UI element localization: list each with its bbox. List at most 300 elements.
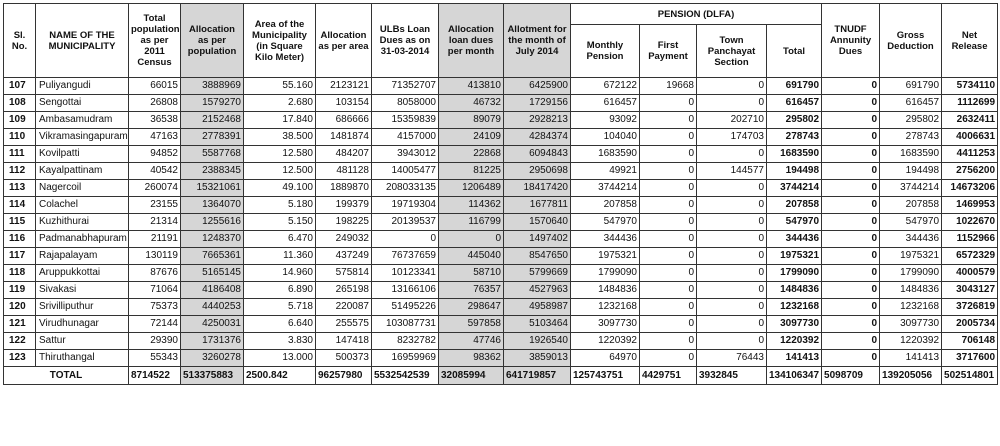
tnudf-cell: 0 bbox=[822, 282, 880, 299]
net-release-cell: 1152966 bbox=[942, 231, 998, 248]
municipality-name-cell: Thiruthangal bbox=[36, 350, 129, 367]
allocation-area-cell: 220087 bbox=[316, 299, 372, 316]
total-town-panchayat: 3932845 bbox=[697, 367, 767, 385]
allocation-area-cell: 255575 bbox=[316, 316, 372, 333]
loan-dues-month-cell: 47746 bbox=[439, 333, 504, 350]
town-panchayat-cell: 0 bbox=[697, 265, 767, 282]
area-cell: 6.470 bbox=[244, 231, 316, 248]
monthly-pension-cell: 1484836 bbox=[571, 282, 640, 299]
area-cell: 13.000 bbox=[244, 350, 316, 367]
area-cell: 6.890 bbox=[244, 282, 316, 299]
monthly-pension-cell: 3744214 bbox=[571, 180, 640, 197]
population-cell: 72144 bbox=[129, 316, 181, 333]
town-panchayat-cell: 0 bbox=[697, 78, 767, 95]
loan-dues-month-cell: 24109 bbox=[439, 129, 504, 146]
area-cell: 55.160 bbox=[244, 78, 316, 95]
loan-dues-cell: 14005477 bbox=[372, 163, 439, 180]
area-cell: 11.360 bbox=[244, 248, 316, 265]
loan-dues-cell: 8232782 bbox=[372, 333, 439, 350]
first-payment-cell: 0 bbox=[640, 197, 697, 214]
net-release-cell: 706148 bbox=[942, 333, 998, 350]
gross-deduction-cell: 691790 bbox=[880, 78, 942, 95]
allocation-area-cell: 249032 bbox=[316, 231, 372, 248]
loan-dues-cell: 8058000 bbox=[372, 95, 439, 112]
allotment-july-cell: 2950698 bbox=[504, 163, 571, 180]
loan-dues-month-cell: 1206489 bbox=[439, 180, 504, 197]
area-cell: 3.830 bbox=[244, 333, 316, 350]
allocation-area-cell: 198225 bbox=[316, 214, 372, 231]
allotment-july-cell: 5103464 bbox=[504, 316, 571, 333]
header-sl-no: Sl. No. bbox=[4, 4, 36, 78]
sl-no-cell: 121 bbox=[4, 316, 36, 333]
loan-dues-cell: 208033135 bbox=[372, 180, 439, 197]
total-first-payment: 4429751 bbox=[640, 367, 697, 385]
table-row bbox=[4, 350, 998, 367]
first-payment-cell: 0 bbox=[640, 333, 697, 350]
pension-total-cell: 1683590 bbox=[767, 146, 822, 163]
allocation-population-cell: 1255616 bbox=[181, 214, 244, 231]
total-net-release: 502514801 bbox=[942, 367, 998, 385]
total-population: 8714522 bbox=[129, 367, 181, 385]
total-loan-dues-month: 32085994 bbox=[439, 367, 504, 385]
allocation-area-cell: 575814 bbox=[316, 265, 372, 282]
allocation-area-cell: 437249 bbox=[316, 248, 372, 265]
allocation-area-cell: 1889870 bbox=[316, 180, 372, 197]
allotment-july-cell: 18417420 bbox=[504, 180, 571, 197]
area-cell: 5.180 bbox=[244, 197, 316, 214]
total-tnudf: 5098709 bbox=[822, 367, 880, 385]
monthly-pension-cell: 207858 bbox=[571, 197, 640, 214]
population-cell: 23155 bbox=[129, 197, 181, 214]
header-municipality-name: NAME OF THE MUNICIPALITY bbox=[36, 4, 129, 78]
population-cell: 21191 bbox=[129, 231, 181, 248]
allotment-july-cell: 1729156 bbox=[504, 95, 571, 112]
gross-deduction-cell: 3097730 bbox=[880, 316, 942, 333]
loan-dues-cell: 76737659 bbox=[372, 248, 439, 265]
tnudf-cell: 0 bbox=[822, 112, 880, 129]
allocation-population-cell: 2388345 bbox=[181, 163, 244, 180]
loan-dues-cell: 13166106 bbox=[372, 282, 439, 299]
loan-dues-month-cell: 0 bbox=[439, 231, 504, 248]
first-payment-cell: 0 bbox=[640, 146, 697, 163]
pension-total-cell: 547970 bbox=[767, 214, 822, 231]
population-cell: 130119 bbox=[129, 248, 181, 265]
municipality-name-cell: Sivakasi bbox=[36, 282, 129, 299]
net-release-cell: 2005734 bbox=[942, 316, 998, 333]
area-cell: 38.500 bbox=[244, 129, 316, 146]
pension-total-cell: 616457 bbox=[767, 95, 822, 112]
sl-no-cell: 119 bbox=[4, 282, 36, 299]
loan-dues-cell: 16959969 bbox=[372, 350, 439, 367]
table-row bbox=[4, 248, 998, 265]
monthly-pension-cell: 1220392 bbox=[571, 333, 640, 350]
first-payment-cell: 0 bbox=[640, 129, 697, 146]
allotment-july-cell: 1926540 bbox=[504, 333, 571, 350]
first-payment-cell: 0 bbox=[640, 95, 697, 112]
header-monthly-pension: Monthly Pension bbox=[571, 25, 640, 78]
town-panchayat-cell: 202710 bbox=[697, 112, 767, 129]
table-row bbox=[4, 197, 998, 214]
population-cell: 47163 bbox=[129, 129, 181, 146]
tnudf-cell: 0 bbox=[822, 180, 880, 197]
header-gross-deduction: Gross Deduction bbox=[880, 4, 942, 78]
monthly-pension-cell: 64970 bbox=[571, 350, 640, 367]
sl-no-cell: 117 bbox=[4, 248, 36, 265]
monthly-pension-cell: 49921 bbox=[571, 163, 640, 180]
table-row bbox=[4, 282, 998, 299]
total-allotment-july: 641719857 bbox=[504, 367, 571, 385]
area-cell: 2.680 bbox=[244, 95, 316, 112]
gross-deduction-cell: 207858 bbox=[880, 197, 942, 214]
loan-dues-month-cell: 46732 bbox=[439, 95, 504, 112]
allocation-population-cell: 15321061 bbox=[181, 180, 244, 197]
municipality-name-cell: Colachel bbox=[36, 197, 129, 214]
allocation-area-cell: 481128 bbox=[316, 163, 372, 180]
allotment-july-cell: 3859013 bbox=[504, 350, 571, 367]
first-payment-cell: 0 bbox=[640, 180, 697, 197]
pension-total-cell: 344436 bbox=[767, 231, 822, 248]
municipality-name-cell: Ambasamudram bbox=[36, 112, 129, 129]
table-row bbox=[4, 180, 998, 197]
total-monthly-pension: 125743751 bbox=[571, 367, 640, 385]
loan-dues-month-cell: 114362 bbox=[439, 197, 504, 214]
first-payment-cell: 0 bbox=[640, 231, 697, 248]
total-allocation-area: 96257980 bbox=[316, 367, 372, 385]
loan-dues-month-cell: 413810 bbox=[439, 78, 504, 95]
table-row bbox=[4, 214, 998, 231]
loan-dues-month-cell: 98362 bbox=[439, 350, 504, 367]
allotment-july-cell: 6094843 bbox=[504, 146, 571, 163]
header-town-panchayat: Town Panchayat Section bbox=[697, 25, 767, 78]
sl-no-cell: 122 bbox=[4, 333, 36, 350]
municipality-name-cell: Kuzhithurai bbox=[36, 214, 129, 231]
municipality-name-cell: Rajapalayam bbox=[36, 248, 129, 265]
allocation-population-cell: 1579270 bbox=[181, 95, 244, 112]
population-cell: 55343 bbox=[129, 350, 181, 367]
monthly-pension-cell: 1683590 bbox=[571, 146, 640, 163]
loan-dues-cell: 15359839 bbox=[372, 112, 439, 129]
table-row bbox=[4, 129, 998, 146]
gross-deduction-cell: 1232168 bbox=[880, 299, 942, 316]
allotment-july-cell: 8547650 bbox=[504, 248, 571, 265]
population-cell: 21314 bbox=[129, 214, 181, 231]
allocation-population-cell: 3260278 bbox=[181, 350, 244, 367]
first-payment-cell: 0 bbox=[640, 316, 697, 333]
pension-total-cell: 1220392 bbox=[767, 333, 822, 350]
first-payment-cell: 0 bbox=[640, 248, 697, 265]
allocation-population-cell: 3888969 bbox=[181, 78, 244, 95]
header-net-release: Net Release bbox=[942, 4, 998, 78]
first-payment-cell: 0 bbox=[640, 265, 697, 282]
net-release-cell: 5734110 bbox=[942, 78, 998, 95]
town-panchayat-cell: 0 bbox=[697, 333, 767, 350]
town-panchayat-cell: 0 bbox=[697, 146, 767, 163]
area-cell: 5.150 bbox=[244, 214, 316, 231]
town-panchayat-cell: 76443 bbox=[697, 350, 767, 367]
loan-dues-month-cell: 298647 bbox=[439, 299, 504, 316]
allocation-population-cell: 4186408 bbox=[181, 282, 244, 299]
allocation-population-cell: 5587768 bbox=[181, 146, 244, 163]
monthly-pension-cell: 3097730 bbox=[571, 316, 640, 333]
gross-deduction-cell: 1799090 bbox=[880, 265, 942, 282]
table-row bbox=[4, 265, 998, 282]
municipality-name-cell: Kayalpattinam bbox=[36, 163, 129, 180]
sl-no-cell: 112 bbox=[4, 163, 36, 180]
net-release-cell: 1022670 bbox=[942, 214, 998, 231]
first-payment-cell: 0 bbox=[640, 350, 697, 367]
header-tnudf-dues: TNUDF Annunity Dues bbox=[822, 4, 880, 78]
total-gross-deduction: 139205056 bbox=[880, 367, 942, 385]
municipality-allocation-table bbox=[3, 3, 998, 385]
gross-deduction-cell: 1975321 bbox=[880, 248, 942, 265]
total-area: 2500.842 bbox=[244, 367, 316, 385]
town-panchayat-cell: 0 bbox=[697, 316, 767, 333]
allotment-july-cell: 1570640 bbox=[504, 214, 571, 231]
net-release-cell: 4006631 bbox=[942, 129, 998, 146]
allotment-july-cell: 1497402 bbox=[504, 231, 571, 248]
town-panchayat-cell: 0 bbox=[697, 214, 767, 231]
table-row bbox=[4, 163, 998, 180]
first-payment-cell: 0 bbox=[640, 163, 697, 180]
population-cell: 40542 bbox=[129, 163, 181, 180]
tnudf-cell: 0 bbox=[822, 350, 880, 367]
loan-dues-month-cell: 597858 bbox=[439, 316, 504, 333]
area-cell: 12.580 bbox=[244, 146, 316, 163]
sl-no-cell: 113 bbox=[4, 180, 36, 197]
town-panchayat-cell: 0 bbox=[697, 282, 767, 299]
net-release-cell: 3726819 bbox=[942, 299, 998, 316]
header-allocation-loan-dues: Allocation loan dues per month bbox=[439, 4, 504, 78]
sl-no-cell: 123 bbox=[4, 350, 36, 367]
allocation-population-cell: 4440253 bbox=[181, 299, 244, 316]
loan-dues-cell: 71352707 bbox=[372, 78, 439, 95]
allocation-population-cell: 1364070 bbox=[181, 197, 244, 214]
population-cell: 87676 bbox=[129, 265, 181, 282]
allotment-july-cell: 2928213 bbox=[504, 112, 571, 129]
loan-dues-month-cell: 58710 bbox=[439, 265, 504, 282]
pension-total-cell: 691790 bbox=[767, 78, 822, 95]
loan-dues-cell: 103087731 bbox=[372, 316, 439, 333]
tnudf-cell: 0 bbox=[822, 95, 880, 112]
first-payment-cell: 0 bbox=[640, 214, 697, 231]
population-cell: 26808 bbox=[129, 95, 181, 112]
gross-deduction-cell: 295802 bbox=[880, 112, 942, 129]
allocation-population-cell: 5165145 bbox=[181, 265, 244, 282]
loan-dues-month-cell: 445040 bbox=[439, 248, 504, 265]
gross-deduction-cell: 616457 bbox=[880, 95, 942, 112]
tnudf-cell: 0 bbox=[822, 129, 880, 146]
header-pension-group: PENSION (DLFA) bbox=[571, 4, 822, 25]
tnudf-cell: 0 bbox=[822, 333, 880, 350]
sl-no-cell: 108 bbox=[4, 95, 36, 112]
tnudf-cell: 0 bbox=[822, 163, 880, 180]
gross-deduction-cell: 547970 bbox=[880, 214, 942, 231]
population-cell: 29390 bbox=[129, 333, 181, 350]
table-footer bbox=[4, 367, 998, 385]
population-cell: 75373 bbox=[129, 299, 181, 316]
town-panchayat-cell: 144577 bbox=[697, 163, 767, 180]
gross-deduction-cell: 1484836 bbox=[880, 282, 942, 299]
town-panchayat-cell: 0 bbox=[697, 180, 767, 197]
area-cell: 17.840 bbox=[244, 112, 316, 129]
monthly-pension-cell: 1232168 bbox=[571, 299, 640, 316]
table-row bbox=[4, 316, 998, 333]
municipality-name-cell: Puliyangudi bbox=[36, 78, 129, 95]
header-allocation-population: Allocation as per population bbox=[181, 4, 244, 78]
allocation-area-cell: 199379 bbox=[316, 197, 372, 214]
sl-no-cell: 116 bbox=[4, 231, 36, 248]
municipality-name-cell: Nagercoil bbox=[36, 180, 129, 197]
tnudf-cell: 0 bbox=[822, 231, 880, 248]
loan-dues-cell: 51495226 bbox=[372, 299, 439, 316]
population-cell: 66015 bbox=[129, 78, 181, 95]
allocation-area-cell: 2123121 bbox=[316, 78, 372, 95]
town-panchayat-cell: 0 bbox=[697, 248, 767, 265]
table-row bbox=[4, 146, 998, 163]
tnudf-cell: 0 bbox=[822, 78, 880, 95]
pension-total-cell: 1484836 bbox=[767, 282, 822, 299]
town-panchayat-cell: 0 bbox=[697, 197, 767, 214]
header-allotment-july: Allotment for the month of July 2014 bbox=[504, 4, 571, 78]
allocation-population-cell: 1731376 bbox=[181, 333, 244, 350]
monthly-pension-cell: 104040 bbox=[571, 129, 640, 146]
net-release-cell: 14673206 bbox=[942, 180, 998, 197]
tnudf-cell: 0 bbox=[822, 316, 880, 333]
town-panchayat-cell: 0 bbox=[697, 299, 767, 316]
net-release-cell: 2756200 bbox=[942, 163, 998, 180]
pension-total-cell: 1799090 bbox=[767, 265, 822, 282]
area-cell: 49.100 bbox=[244, 180, 316, 197]
allotment-july-cell: 1677811 bbox=[504, 197, 571, 214]
monthly-pension-cell: 93092 bbox=[571, 112, 640, 129]
net-release-cell: 6572329 bbox=[942, 248, 998, 265]
total-allocation-population: 513375883 bbox=[181, 367, 244, 385]
table-row bbox=[4, 78, 998, 95]
tnudf-cell: 0 bbox=[822, 197, 880, 214]
net-release-cell: 2632411 bbox=[942, 112, 998, 129]
area-cell: 6.640 bbox=[244, 316, 316, 333]
loan-dues-cell: 4157000 bbox=[372, 129, 439, 146]
table-body bbox=[4, 78, 998, 367]
municipality-name-cell: Vikramasingapuram bbox=[36, 129, 129, 146]
loan-dues-cell: 19719304 bbox=[372, 197, 439, 214]
allocation-area-cell: 500373 bbox=[316, 350, 372, 367]
pension-total-cell: 141413 bbox=[767, 350, 822, 367]
allocation-population-cell: 7665361 bbox=[181, 248, 244, 265]
first-payment-cell: 0 bbox=[640, 282, 697, 299]
pension-total-cell: 278743 bbox=[767, 129, 822, 146]
total-row bbox=[4, 367, 998, 385]
allocation-population-cell: 1248370 bbox=[181, 231, 244, 248]
allocation-area-cell: 103154 bbox=[316, 95, 372, 112]
first-payment-cell: 0 bbox=[640, 112, 697, 129]
pension-total-cell: 1232168 bbox=[767, 299, 822, 316]
header-allocation-area: Allocation as per area bbox=[316, 4, 372, 78]
gross-deduction-cell: 1220392 bbox=[880, 333, 942, 350]
monthly-pension-cell: 672122 bbox=[571, 78, 640, 95]
municipality-name-cell: Aruppukkottai bbox=[36, 265, 129, 282]
allotment-july-cell: 4284374 bbox=[504, 129, 571, 146]
pension-total-cell: 194498 bbox=[767, 163, 822, 180]
loan-dues-cell: 20139537 bbox=[372, 214, 439, 231]
allotment-july-cell: 4958987 bbox=[504, 299, 571, 316]
allocation-area-cell: 686666 bbox=[316, 112, 372, 129]
gross-deduction-cell: 278743 bbox=[880, 129, 942, 146]
population-cell: 71064 bbox=[129, 282, 181, 299]
gross-deduction-cell: 1683590 bbox=[880, 146, 942, 163]
tnudf-cell: 0 bbox=[822, 146, 880, 163]
allotment-july-cell: 4527963 bbox=[504, 282, 571, 299]
table-row bbox=[4, 333, 998, 350]
table-row bbox=[4, 95, 998, 112]
header-first-payment: First Payment bbox=[640, 25, 697, 78]
allotment-july-cell: 5799669 bbox=[504, 265, 571, 282]
allocation-sheet bbox=[3, 3, 998, 385]
pension-total-cell: 3744214 bbox=[767, 180, 822, 197]
monthly-pension-cell: 616457 bbox=[571, 95, 640, 112]
table-row bbox=[4, 299, 998, 316]
loan-dues-month-cell: 81225 bbox=[439, 163, 504, 180]
net-release-cell: 3043127 bbox=[942, 282, 998, 299]
town-panchayat-cell: 0 bbox=[697, 95, 767, 112]
town-panchayat-cell: 0 bbox=[697, 231, 767, 248]
town-panchayat-cell: 174703 bbox=[697, 129, 767, 146]
allocation-population-cell: 2152468 bbox=[181, 112, 244, 129]
net-release-cell: 3717600 bbox=[942, 350, 998, 367]
table-header bbox=[4, 4, 998, 78]
loan-dues-cell: 3943012 bbox=[372, 146, 439, 163]
sl-no-cell: 120 bbox=[4, 299, 36, 316]
net-release-cell: 1112699 bbox=[942, 95, 998, 112]
table-row bbox=[4, 231, 998, 248]
loan-dues-month-cell: 22868 bbox=[439, 146, 504, 163]
header-area: Area of the Municipality (in Square Kilo Meter) bbox=[244, 4, 316, 78]
sl-no-cell: 111 bbox=[4, 146, 36, 163]
population-cell: 94852 bbox=[129, 146, 181, 163]
monthly-pension-cell: 547970 bbox=[571, 214, 640, 231]
municipality-name-cell: Sattur bbox=[36, 333, 129, 350]
first-payment-cell: 0 bbox=[640, 299, 697, 316]
pension-total-cell: 295802 bbox=[767, 112, 822, 129]
area-cell: 5.718 bbox=[244, 299, 316, 316]
allocation-population-cell: 4250031 bbox=[181, 316, 244, 333]
allocation-population-cell: 2778391 bbox=[181, 129, 244, 146]
area-cell: 14.960 bbox=[244, 265, 316, 282]
municipality-name-cell: Srivilliputhur bbox=[36, 299, 129, 316]
table-row bbox=[4, 112, 998, 129]
allocation-area-cell: 265198 bbox=[316, 282, 372, 299]
allocation-area-cell: 484207 bbox=[316, 146, 372, 163]
sl-no-cell: 109 bbox=[4, 112, 36, 129]
loan-dues-month-cell: 116799 bbox=[439, 214, 504, 231]
sl-no-cell: 115 bbox=[4, 214, 36, 231]
allocation-area-cell: 1481874 bbox=[316, 129, 372, 146]
gross-deduction-cell: 3744214 bbox=[880, 180, 942, 197]
sl-no-cell: 107 bbox=[4, 78, 36, 95]
net-release-cell: 1469953 bbox=[942, 197, 998, 214]
pension-total-cell: 1975321 bbox=[767, 248, 822, 265]
header-total-population: Total population as per 2011 Census bbox=[129, 4, 181, 78]
loan-dues-cell: 10123341 bbox=[372, 265, 439, 282]
loan-dues-cell: 0 bbox=[372, 231, 439, 248]
sl-no-cell: 110 bbox=[4, 129, 36, 146]
municipality-name-cell: Sengottai bbox=[36, 95, 129, 112]
pension-total-cell: 207858 bbox=[767, 197, 822, 214]
gross-deduction-cell: 141413 bbox=[880, 350, 942, 367]
tnudf-cell: 0 bbox=[822, 214, 880, 231]
municipality-name-cell: Virudhunagar bbox=[36, 316, 129, 333]
allocation-area-cell: 147418 bbox=[316, 333, 372, 350]
